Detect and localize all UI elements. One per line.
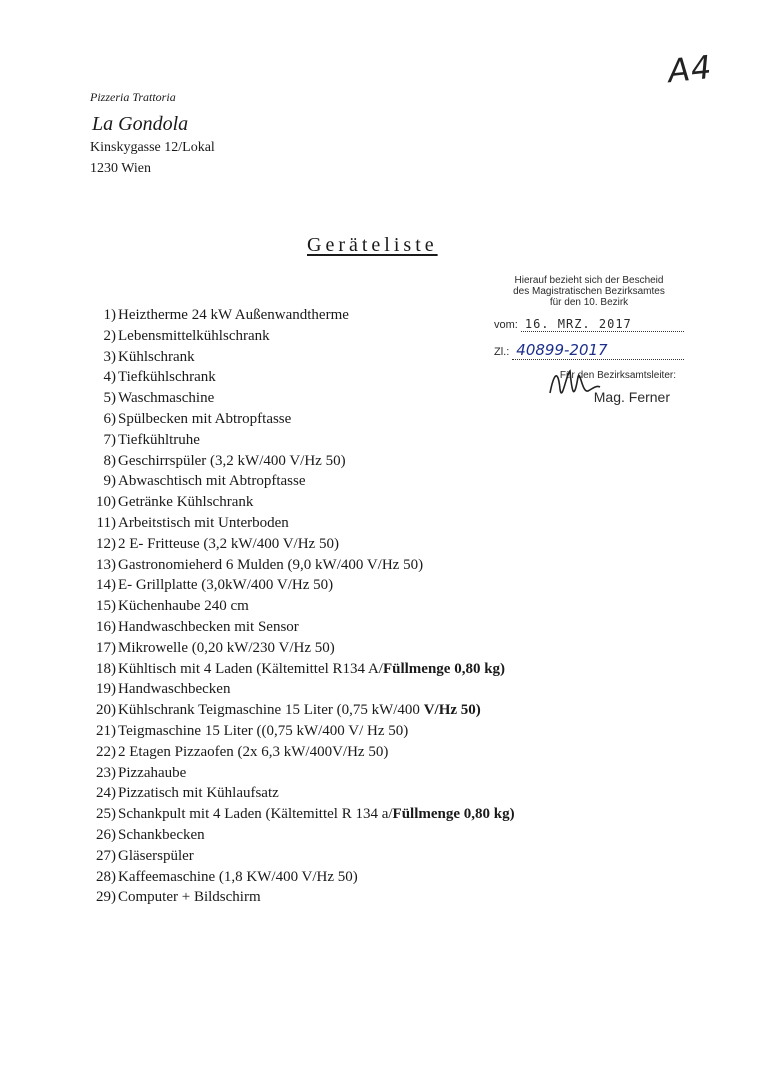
list-item-description: Kühlschrank: [118, 348, 195, 365]
list-item-text: [116, 596, 249, 617]
list-item-description: Teigmaschine 15 Liter ((0,75 kW/400 V/ Hz 50): [118, 722, 409, 739]
list-item-number: 6): [103, 410, 116, 427]
official-stamp: [494, 275, 684, 405]
list-item-number: 19): [96, 681, 116, 698]
list-item: [78, 534, 515, 555]
stamp-date-value: 16. MRZ. 2017: [524, 317, 632, 331]
list-item-text: [116, 471, 305, 492]
list-item-description: Handwaschbecken: [118, 681, 231, 698]
list-item-text: [116, 846, 194, 867]
list-item-text: [116, 555, 423, 576]
list-item: [78, 804, 515, 825]
list-item-text: [116, 825, 205, 846]
list-item: [78, 388, 515, 409]
list-item-text: [116, 305, 349, 326]
list-item-text: [116, 783, 279, 804]
stamp-ref-value: 40899-2017: [516, 341, 608, 359]
list-item-number: 14): [96, 577, 116, 594]
list-item: [78, 367, 515, 388]
list-item: [78, 326, 515, 347]
list-item-text: [116, 887, 261, 908]
list-item-number: 15): [96, 598, 116, 615]
list-item-description: Tiefkühlschrank: [118, 369, 216, 386]
list-item-description: Lebensmittelkühlschrank: [118, 327, 270, 344]
list-item-number: 27): [96, 847, 116, 864]
list-item-number: 3): [103, 348, 116, 365]
list-item-text: [116, 492, 253, 513]
list-item-text: [116, 742, 388, 763]
list-item: [78, 305, 515, 326]
business-name: La Gondola: [92, 113, 189, 135]
list-item-number: 18): [96, 660, 116, 677]
street-address: Kinskygasse 12/Lokal: [90, 140, 215, 155]
stamp-line-1: Hierauf bezieht sich der Bescheid: [514, 275, 664, 286]
list-item-number: 11): [96, 514, 116, 531]
list-item: [78, 679, 515, 700]
list-item-text: [116, 721, 408, 742]
list-item: [78, 783, 515, 804]
list-item-number: 17): [96, 639, 116, 656]
list-item-description: 2 Etagen Pizzaofen (2x 6,3 kW/400V/Hz 50): [118, 743, 389, 760]
signature-scribble: [544, 363, 604, 407]
list-item: [78, 347, 515, 368]
list-item-text: [116, 388, 214, 409]
list-item: [78, 471, 515, 492]
list-item-text: [116, 763, 186, 784]
device-list: [78, 305, 515, 908]
list-item-number: 12): [96, 535, 116, 552]
list-item-number: 1): [103, 307, 116, 323]
list-item: [78, 575, 515, 596]
list-item-text: [116, 347, 195, 368]
list-item: [78, 430, 515, 451]
list-item-number: 25): [96, 806, 116, 823]
stamp-date-label: vom:: [494, 319, 518, 331]
business-type: Pizzeria Trattoria: [90, 90, 176, 104]
list-item-description: Computer + Bildschirm: [118, 889, 261, 906]
list-item-number: 4): [103, 369, 116, 386]
stamp-date-row: [494, 317, 684, 332]
list-item: [78, 721, 515, 742]
list-item: [78, 659, 515, 680]
list-item-bold-tail: Füllmenge 0,80 kg): [392, 806, 515, 823]
list-item-text: [116, 326, 270, 347]
list-item-description: Waschmaschine: [118, 390, 215, 407]
list-item-description: Kühltisch mit 4 Laden (Kältemittel R134 A/: [118, 660, 383, 677]
list-item-bold-tail: Füllmenge 0,80 kg): [382, 660, 506, 677]
list-item-description: Getränke Kühlschrank: [118, 494, 254, 511]
list-item-description: Arbeitstisch mit Unterboden: [118, 514, 289, 531]
list-item-text: [116, 638, 335, 659]
list-item-description: Spülbecken mit Abtropftasse: [118, 410, 292, 427]
list-item-description: Geschirrspüler (3,2 kW/400 V/Hz 50): [118, 452, 346, 469]
list-item-text: [116, 451, 346, 472]
list-item-number: 20): [96, 702, 116, 719]
list-item-description: Schankbecken: [118, 826, 205, 843]
list-item-description: Handwaschbecken mit Sensor: [118, 618, 299, 635]
stamp-signer-name: Mag. Ferner: [593, 389, 670, 405]
list-item-number: 13): [96, 556, 116, 573]
list-item-description: E- Grillplatte (3,0kW/400 V/Hz 50): [118, 577, 334, 594]
list-item: [78, 742, 515, 763]
stamp-line-2: des Magistratischen Bezirksamtes: [513, 286, 665, 297]
list-item-description: Gläserspüler: [118, 847, 194, 864]
list-item: [78, 846, 515, 867]
list-item-number: 28): [96, 868, 116, 885]
stamp-sign-label: Für den Bezirksamtsleiter:: [559, 370, 676, 381]
list-item-number: 8): [103, 452, 116, 469]
list-item-description: Gastronomieherd 6 Mulden (9,0 kW/400 V/Hz 50): [118, 556, 424, 573]
handwritten-page-mark: A4: [666, 47, 715, 91]
list-item-text: [116, 804, 515, 825]
list-item-text: [116, 575, 333, 596]
list-item-number: 7): [103, 431, 116, 448]
list-item-number: 16): [96, 618, 116, 635]
list-item-text: [116, 679, 230, 700]
list-item: [78, 763, 515, 784]
list-item: [78, 700, 515, 721]
list-item-text: [116, 534, 339, 555]
list-item: [78, 492, 515, 513]
list-item: [78, 825, 515, 846]
list-item-description: Mikrowelle (0,20 kW/230 V/Hz 50): [118, 639, 335, 656]
list-item-description: Schankpult mit 4 Laden (Kältemittel R 134 a/: [118, 806, 393, 823]
list-item-number: 5): [103, 390, 116, 407]
list-item: [78, 617, 515, 638]
list-item-number: 2): [103, 327, 116, 344]
list-item-text: [116, 617, 299, 638]
list-item: [78, 513, 515, 534]
list-item-text: [116, 867, 358, 888]
stamp-ref-row: [494, 341, 684, 360]
list-item-number: 10): [96, 494, 116, 511]
list-item-description: Kühlschrank Teigmaschine 15 Liter (0,75 kW/400: [118, 702, 424, 719]
list-item-number: 29): [96, 889, 116, 906]
list-item-description: Pizzahaube: [118, 764, 187, 781]
business-header: [90, 90, 215, 178]
list-item-bold-tail: V/Hz 50): [423, 702, 481, 719]
list-item-number: 21): [96, 722, 116, 739]
list-item: [78, 887, 515, 908]
city-address: 1230 Wien: [90, 161, 152, 176]
list-item-description: Tiefkühltruhe: [118, 431, 200, 448]
list-item-number: 23): [96, 764, 116, 781]
list-item-number: 24): [96, 785, 116, 802]
list-item: [78, 451, 515, 472]
list-item-description: Kaffeemaschine (1,8 KW/400 V/Hz 50): [118, 868, 358, 885]
list-item-text: [116, 700, 481, 721]
list-item-number: 22): [96, 743, 116, 760]
list-item-text: [116, 367, 216, 388]
list-item: [78, 867, 515, 888]
page-title: Geräteliste: [307, 234, 438, 256]
list-item-number: 26): [96, 826, 116, 843]
list-item-description: Küchenhaube 240 cm: [118, 598, 249, 615]
list-item: [78, 596, 515, 617]
list-item-text: [116, 659, 505, 680]
list-item-description: Pizzatisch mit Kühlaufsatz: [118, 785, 279, 802]
stamp-ref-label: Zl.:: [494, 346, 510, 358]
list-item-text: [116, 513, 289, 534]
list-item: [78, 409, 515, 430]
list-item: [78, 638, 515, 659]
list-item-description: 2 E- Fritteuse (3,2 kW/400 V/Hz 50): [118, 535, 339, 552]
list-item-text: [116, 430, 200, 451]
list-item-description: Abwaschtisch mit Abtropftasse: [118, 473, 306, 490]
stamp-line-3: für den 10. Bezirk: [549, 297, 629, 308]
list-item-description: Heiztherme 24 kW Außenwandtherme: [118, 307, 349, 323]
list-item: [78, 555, 515, 576]
list-item-number: 9): [103, 473, 116, 490]
list-item-text: [116, 409, 291, 430]
